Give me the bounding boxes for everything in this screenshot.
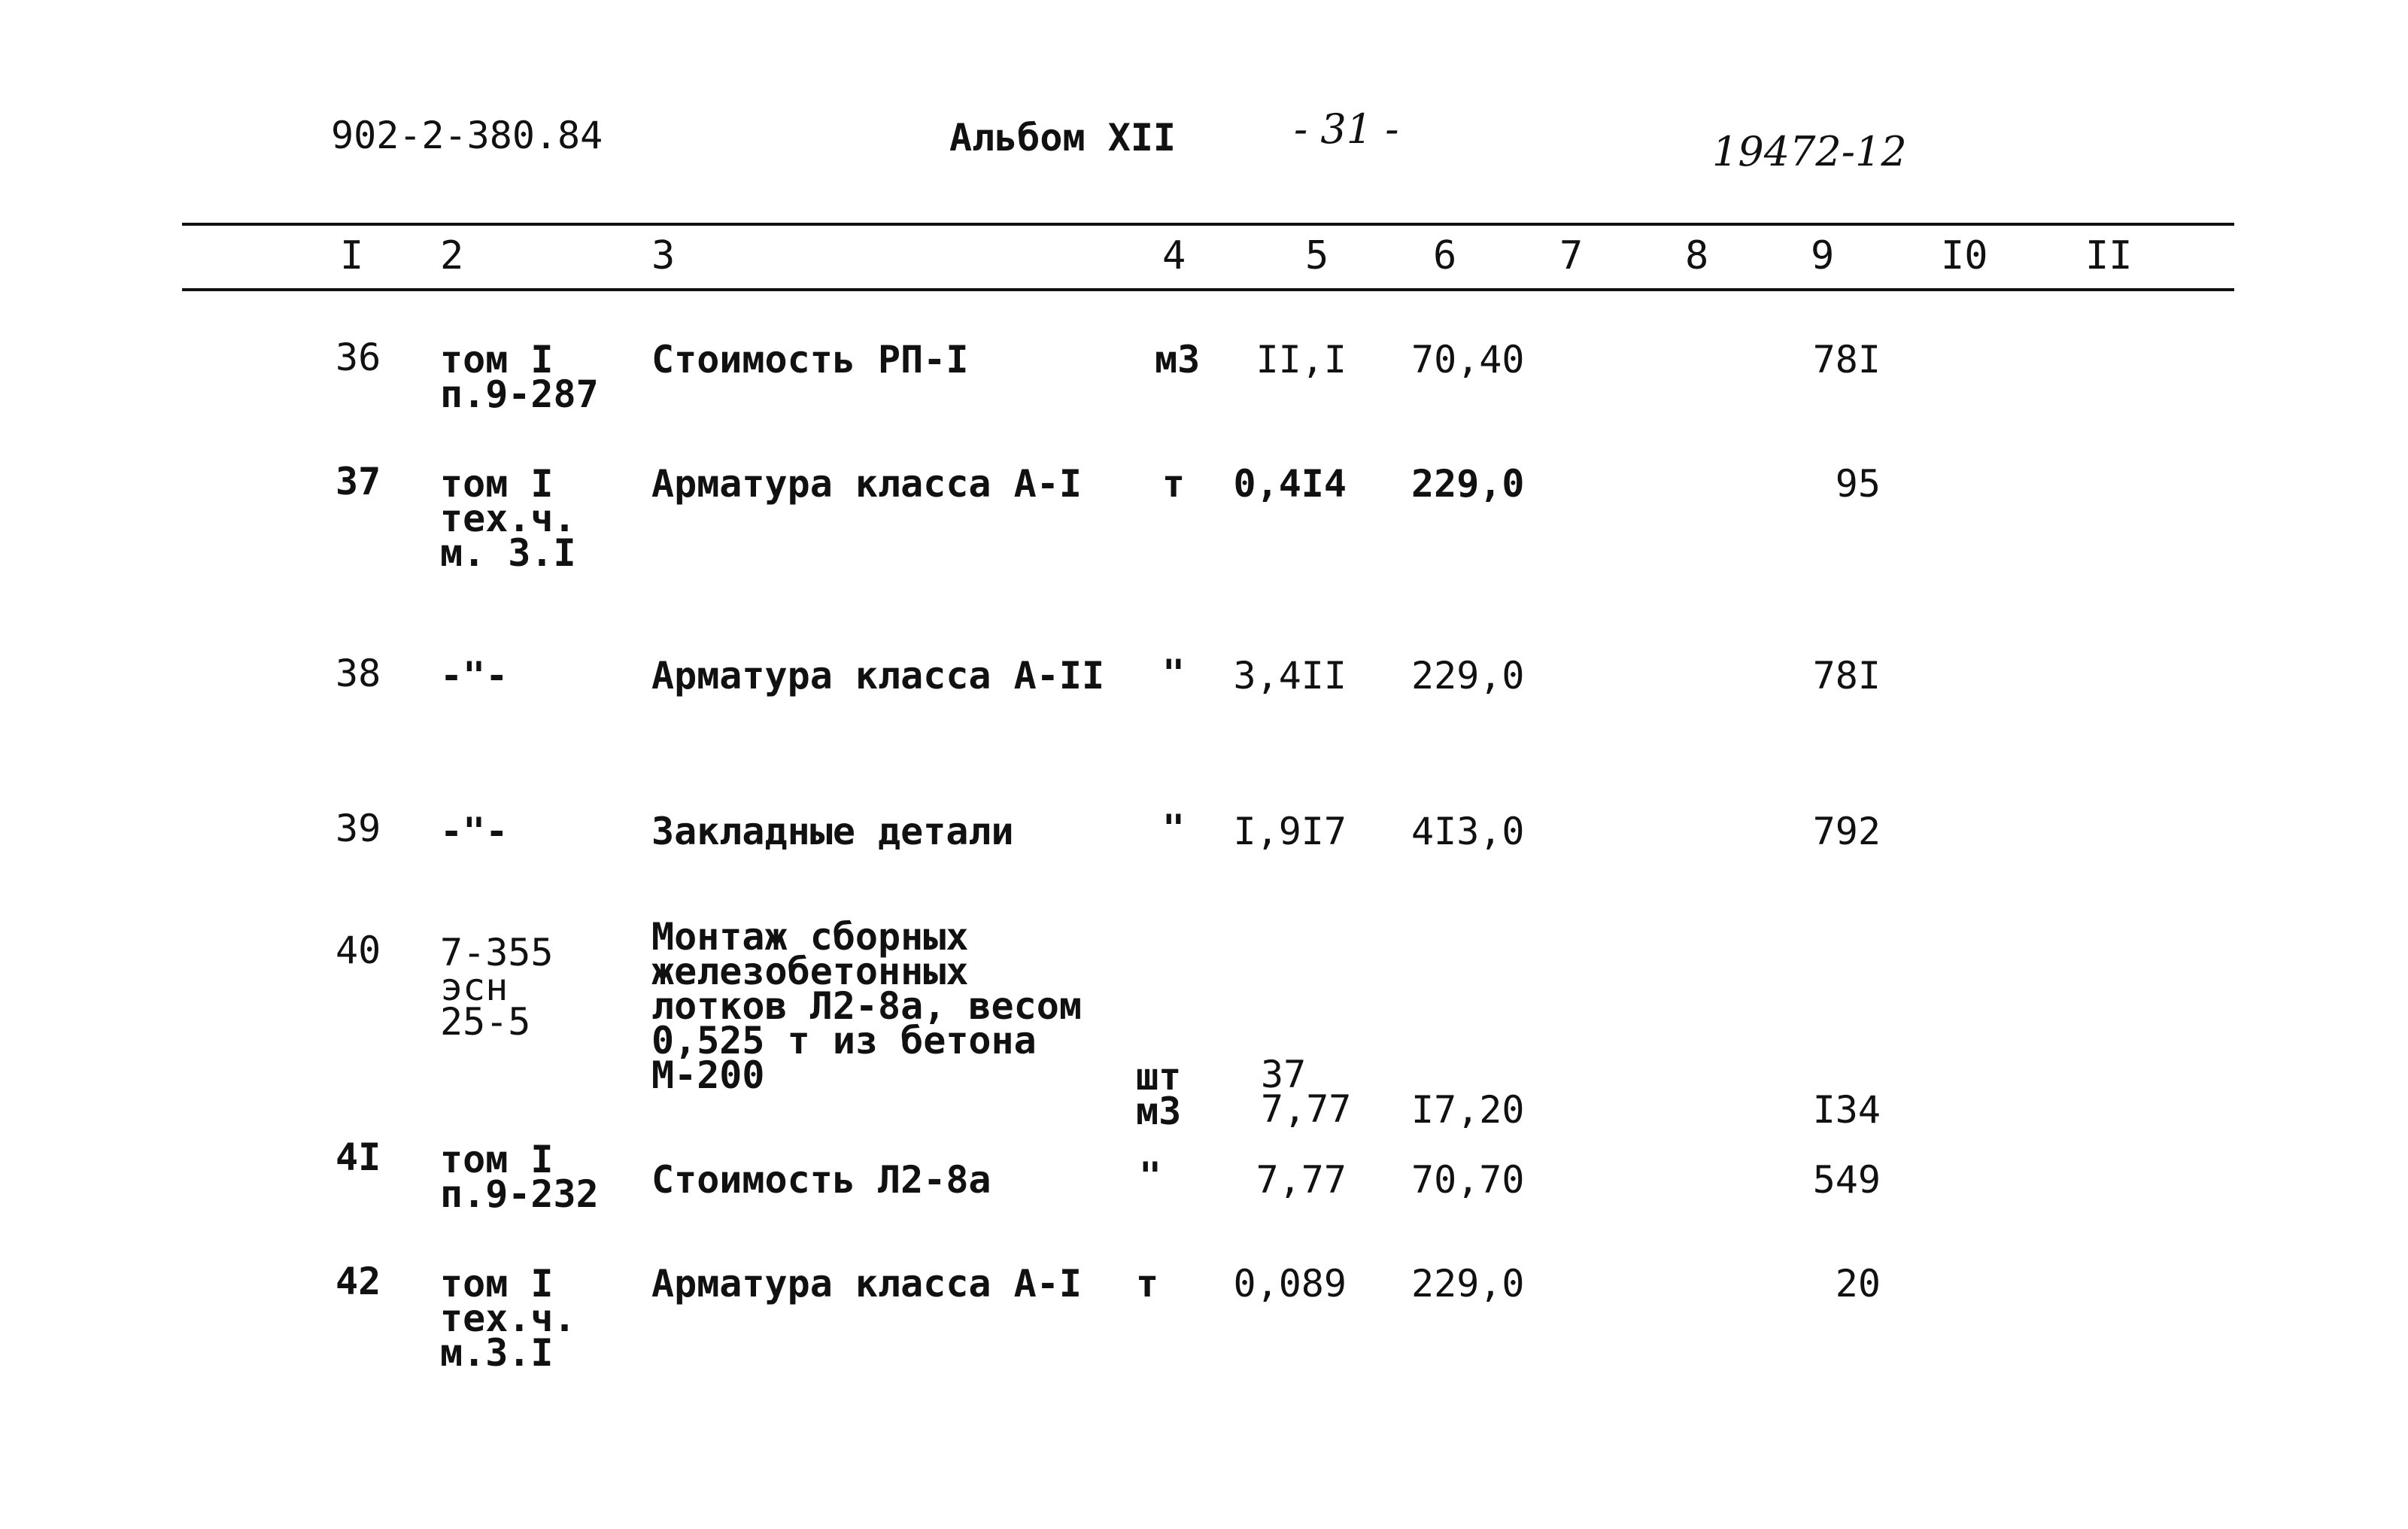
column-header: II bbox=[2085, 233, 2133, 278]
row-name: Стоимость Л2-8а bbox=[651, 1158, 991, 1202]
row-name: Стоимость РП-I bbox=[651, 338, 969, 381]
row-reference: том I п.9-287 bbox=[440, 338, 599, 416]
column-header: 6 bbox=[1433, 233, 1457, 278]
row-unit: т bbox=[1136, 1262, 1159, 1306]
row-quantity: 3,4II bbox=[1233, 654, 1347, 698]
column-header: 3 bbox=[651, 233, 676, 278]
row-unit: м3 bbox=[1155, 338, 1201, 381]
column-header: 2 bbox=[440, 233, 464, 278]
row-reference: 7-355 эсн 25-5 bbox=[440, 931, 554, 1044]
row-unit: т bbox=[1162, 462, 1186, 506]
column-header: I0 bbox=[1941, 233, 1988, 278]
row-total: 20 bbox=[1835, 1262, 1881, 1306]
row-name: Закладные детали bbox=[651, 810, 1014, 853]
row-price: 229,0 bbox=[1411, 654, 1525, 698]
row-unit: " bbox=[1139, 1154, 1162, 1198]
row-quantity: 37 7,77 bbox=[1261, 1053, 1352, 1131]
row-name: Арматура класса А-I bbox=[651, 462, 1082, 506]
row-name: Арматура класса А-II bbox=[651, 654, 1105, 698]
row-number: 36 bbox=[336, 336, 381, 379]
column-header: 7 bbox=[1559, 233, 1584, 278]
row-price: 70,40 bbox=[1411, 338, 1525, 381]
row-reference: том I тех.ч. м.3.I bbox=[440, 1262, 576, 1375]
row-unit: " bbox=[1162, 807, 1186, 850]
row-number: 38 bbox=[336, 652, 381, 695]
row-total: 78I bbox=[1812, 654, 1881, 698]
column-header: 4 bbox=[1162, 233, 1186, 278]
row-price: 229,0 bbox=[1411, 1262, 1525, 1306]
row-price: 229,0 bbox=[1411, 462, 1525, 506]
album-label: Альбом XII bbox=[949, 116, 1177, 160]
row-unit: шт м3 bbox=[1136, 1055, 1182, 1133]
row-name: Монтаж сборных железобетонных лотков Л2-8а, весом 0,525 т из бетона М-200 bbox=[651, 915, 1082, 1097]
row-reference: том I тех.ч. м. 3.I bbox=[440, 462, 576, 575]
table-header-rule bbox=[182, 288, 2234, 291]
row-price: 4I3,0 bbox=[1411, 810, 1525, 853]
row-quantity: 0,4I4 bbox=[1233, 462, 1347, 506]
row-total: 95 bbox=[1835, 462, 1881, 506]
row-quantity: 0,089 bbox=[1233, 1262, 1347, 1306]
page-number: - 31 - bbox=[1294, 105, 1399, 153]
doc-number: 902-2-380.84 bbox=[331, 114, 603, 157]
row-number: 4I bbox=[336, 1135, 381, 1179]
row-number: 39 bbox=[336, 807, 381, 850]
row-number: 42 bbox=[336, 1260, 381, 1303]
row-total: 78I bbox=[1812, 338, 1881, 381]
column-header: 8 bbox=[1685, 233, 1709, 278]
row-number: 37 bbox=[336, 460, 381, 503]
row-name: Арматура класса А-I bbox=[651, 1262, 1082, 1306]
row-price: I7,20 bbox=[1411, 1088, 1525, 1132]
column-header: I bbox=[340, 233, 364, 278]
row-total: 549 bbox=[1812, 1158, 1881, 1202]
row-total: 792 bbox=[1812, 810, 1881, 853]
table-top-rule bbox=[182, 223, 2234, 226]
row-reference: -"- bbox=[440, 810, 509, 853]
row-unit: " bbox=[1162, 652, 1186, 695]
row-quantity: I,9I7 bbox=[1233, 810, 1347, 853]
row-quantity: II,I bbox=[1256, 338, 1347, 381]
row-price: 70,70 bbox=[1411, 1158, 1525, 1202]
row-total: I34 bbox=[1812, 1088, 1881, 1132]
handwritten-number: 19472-12 bbox=[1712, 128, 1907, 175]
column-header: 5 bbox=[1305, 233, 1329, 278]
row-reference: том I п.9-232 bbox=[440, 1138, 599, 1216]
column-header: 9 bbox=[1811, 233, 1835, 278]
row-reference: -"- bbox=[440, 654, 509, 698]
row-number: 40 bbox=[336, 929, 381, 972]
row-quantity: 7,77 bbox=[1256, 1158, 1347, 1202]
